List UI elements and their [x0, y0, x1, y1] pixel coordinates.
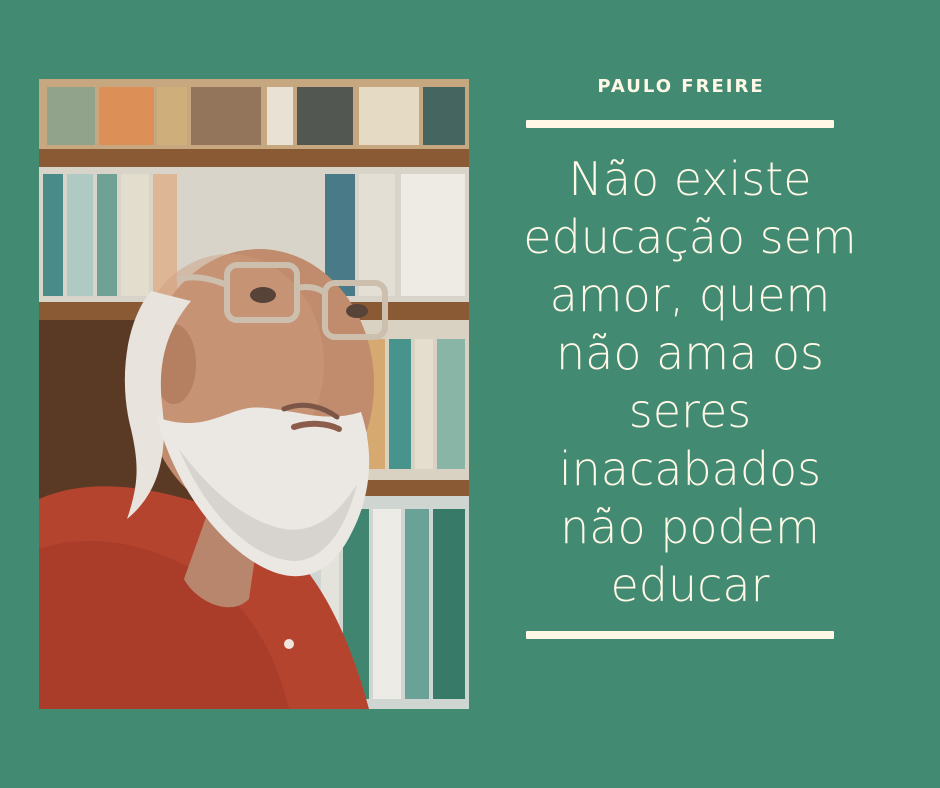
- author-name: PAULO FREIRE: [597, 76, 765, 97]
- quote-line-1: Não existe: [568, 152, 812, 206]
- quote-line-4: não ama os: [555, 326, 825, 380]
- bottom-divider: [526, 631, 834, 639]
- quote-line-8: educar: [610, 558, 770, 612]
- quote-line-3: amor, quem: [549, 268, 831, 322]
- portrait-photo: [39, 79, 469, 709]
- quote-line-2: educação sem: [523, 210, 857, 264]
- quote-line-5: seres: [628, 384, 752, 438]
- quote-line-7: não podem: [560, 500, 820, 554]
- top-divider: [526, 120, 834, 128]
- quote-text: [470, 150, 910, 614]
- quote-line-6: inacabados: [558, 442, 822, 496]
- portrait-illustration: [39, 79, 469, 709]
